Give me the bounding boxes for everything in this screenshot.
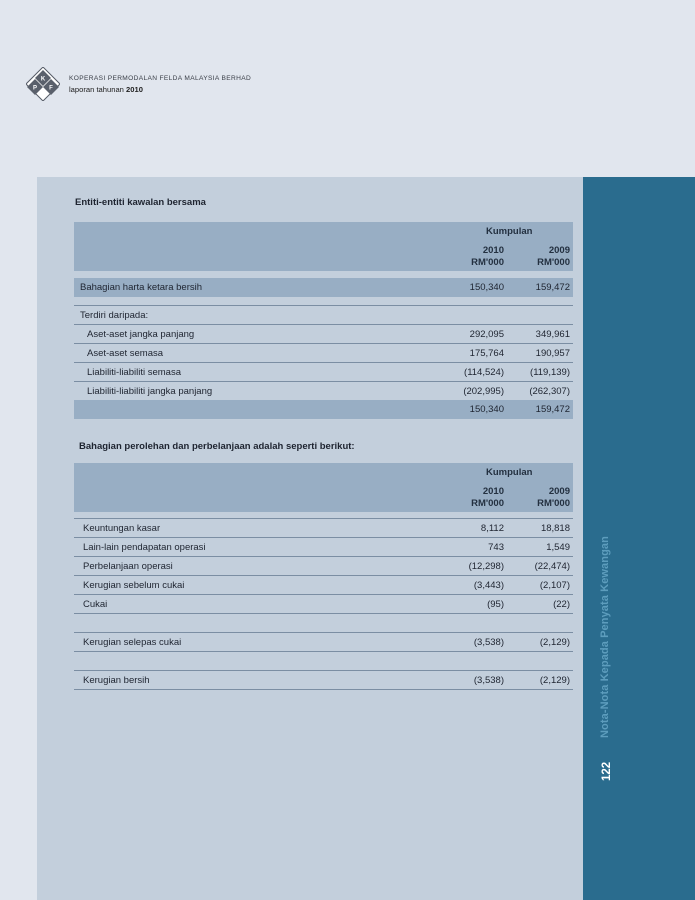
section2-col-2009-unit: RM'000 xyxy=(537,498,570,509)
row-label: Bahagian harta ketara bersih xyxy=(80,282,202,293)
value-2010: 175,764 xyxy=(469,348,504,359)
section2-col-2009 xyxy=(537,486,570,510)
value-2010: (3,538) xyxy=(473,675,504,686)
value-2009: (119,139) xyxy=(530,367,570,378)
table-row-total xyxy=(74,400,573,419)
value-2009: (22,474) xyxy=(534,561,570,572)
row-label: Liabiliti-liabiliti jangka panjang xyxy=(87,386,213,397)
table-row xyxy=(74,556,573,576)
logo-letter-p: P xyxy=(32,85,38,92)
value-2010: 8,112 xyxy=(480,523,504,534)
row-label: Cukai xyxy=(83,599,108,610)
section1-title: Entiti-entiti kawalan bersama xyxy=(75,197,206,208)
value-2010: (114,524) xyxy=(464,367,504,378)
value-2009: (22) xyxy=(553,599,570,610)
table-row xyxy=(74,518,573,538)
section1-col-2009-unit: RM'000 xyxy=(537,257,570,268)
divider xyxy=(74,651,573,652)
row-label: Kerugian selepas cukai xyxy=(83,637,182,648)
value-2009: 1,549 xyxy=(546,542,570,553)
section2-col-2010-year: 2010 xyxy=(482,486,504,497)
table-row xyxy=(74,670,573,690)
report-prefix: laporan tahunan xyxy=(69,85,124,94)
value-2010: 150,340 xyxy=(469,404,504,415)
row-label: Terdiri daripada: xyxy=(80,310,149,321)
table-row xyxy=(74,632,573,652)
row-label: Kerugian bersih xyxy=(83,675,150,686)
section2-col-2010 xyxy=(471,486,504,510)
section2-col-2009-year: 2009 xyxy=(548,486,570,497)
report-year: 2010 xyxy=(126,85,143,94)
kpf-logo xyxy=(26,67,60,101)
value-2009: 349,961 xyxy=(535,329,570,340)
value-2009: (2,107) xyxy=(539,580,570,591)
row-label: Keuntungan kasar xyxy=(83,523,161,534)
table-row xyxy=(74,537,573,557)
value-2009: 190,957 xyxy=(535,348,570,359)
value-2010: (202,995) xyxy=(463,386,504,397)
value-2009: (262,307) xyxy=(529,386,570,397)
value-2009: 159,472 xyxy=(535,282,570,293)
value-2010: (12,298) xyxy=(468,561,504,572)
table-row xyxy=(74,362,573,382)
value-2010: (3,538) xyxy=(473,637,504,648)
logo-letter-f: F xyxy=(49,85,53,92)
value-2009: (2,129) xyxy=(539,637,570,648)
value-2010: 743 xyxy=(488,542,504,553)
section1-col-2010 xyxy=(471,245,504,269)
row-label: Aset-aset semasa xyxy=(87,348,164,359)
table-row xyxy=(74,278,573,297)
row-label: Aset-aset jangka panjang xyxy=(87,329,195,340)
divider xyxy=(74,689,573,690)
section2-col-2010-unit: RM'000 xyxy=(471,498,504,509)
value-2009: 18,818 xyxy=(540,523,570,534)
section1-col-2009-year: 2009 xyxy=(548,245,570,256)
section2-title: Bahagian perolehan dan perbelanjaan adalah seperti berikut: xyxy=(79,441,355,452)
logo-letter-k: K xyxy=(40,76,46,83)
company-name: KOPERASI PERMODALAN FELDA MALAYSIA BERHAD xyxy=(69,75,252,82)
section1-group-label: Kumpulan xyxy=(486,226,533,237)
section1-col-2010-year: 2010 xyxy=(482,245,504,256)
row-label: Kerugian sebelum cukai xyxy=(83,580,185,591)
value-2009: 159,472 xyxy=(535,404,570,415)
row-label: Lain-lain pendapatan operasi xyxy=(83,542,206,553)
sidebar-title: Nota-Nota Kepada Penyata Kewangan xyxy=(599,536,611,738)
section2-column-header xyxy=(74,463,573,512)
value-2010: (95) xyxy=(487,599,504,610)
divider xyxy=(74,613,573,614)
value-2010: 292,095 xyxy=(469,329,504,340)
row-label: Liabiliti-liabiliti semasa xyxy=(87,367,181,378)
section1-column-header xyxy=(74,222,573,271)
value-2010: (3,443) xyxy=(473,580,504,591)
table-row xyxy=(74,594,573,614)
table-row xyxy=(74,305,573,325)
value-2010: 150,340 xyxy=(469,282,504,293)
section1-col-2009 xyxy=(537,245,570,269)
table-row xyxy=(74,575,573,595)
section2-group-label: Kumpulan xyxy=(486,467,533,478)
row-label: Perbelanjaan operasi xyxy=(83,561,173,572)
value-2009: (2,129) xyxy=(539,675,570,686)
section1-col-2010-unit: RM'000 xyxy=(471,257,504,268)
table-row xyxy=(74,343,573,363)
table-row xyxy=(74,381,573,401)
page-number: 122 xyxy=(601,761,613,781)
report-title xyxy=(69,85,143,94)
table-row xyxy=(74,324,573,344)
